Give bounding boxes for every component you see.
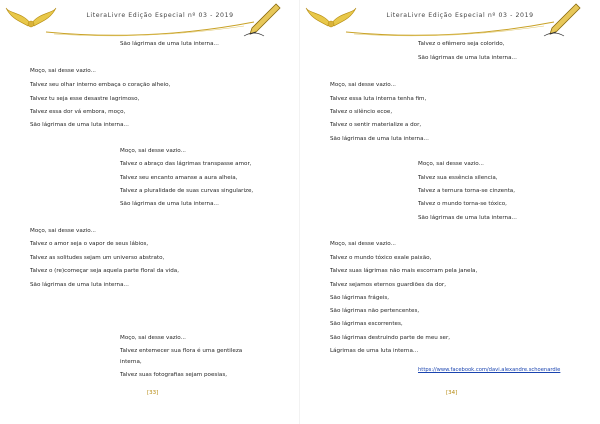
verse-line: São lágrimas escorrentes, bbox=[330, 321, 403, 327]
verse-line: interna, bbox=[120, 359, 142, 365]
verse-line: Moço, sai desse vazio... bbox=[330, 82, 396, 88]
page-header bbox=[0, 0, 300, 40]
verse-line: Talvez o mundo torna-se tóxico, bbox=[418, 201, 507, 207]
header-title: LiteraLivre Edição Especial nº 03 - 2019 bbox=[86, 12, 234, 19]
verse-line: São lágrimas não pertencentes, bbox=[330, 308, 420, 314]
verse-line: Moço, sai desse vazio... bbox=[120, 335, 186, 341]
verse-line: Talvez o amor seja o vapor de seus lábios, bbox=[30, 241, 149, 247]
verse-line: Talvez suas fotografias sejam poesias, bbox=[120, 372, 228, 378]
header-title: LiteraLivre Edição Especial nº 03 - 2019 bbox=[386, 12, 534, 19]
verse-line: Talvez entemecer sua flora é uma gentileza bbox=[120, 348, 243, 354]
verse-line: São lágrimas de uma luta interna... bbox=[30, 122, 129, 128]
verse-line: Lágrimas de uma luta interna... bbox=[330, 348, 419, 354]
verse-line: Talvez o silêncio ecoe, bbox=[330, 109, 393, 115]
verse-line: Moço, sai desse vazio... bbox=[30, 228, 96, 234]
verse-line: Moço, sai desse vazio... bbox=[120, 148, 186, 154]
verse-line: Talvez o mundo tóxico exale paixão, bbox=[330, 255, 432, 261]
verse-line: São lágrimas de uma luta interna... bbox=[418, 215, 517, 221]
verse-line: Talvez as solitudes sejam um universo abstrato, bbox=[30, 255, 165, 261]
verse-line: Talvez seu encanto amanse a aura alheia, bbox=[120, 175, 238, 181]
verse-line: Talvez seu olhar interno embaça o coração alheio, bbox=[30, 82, 171, 88]
verse-line: Moço, sai desse vazio... bbox=[330, 241, 396, 247]
verse-line: Talvez a pluralidade de suas curvas singularize, bbox=[120, 188, 254, 194]
verse-line: Talvez sejamos eternos guardiões da dor, bbox=[330, 282, 446, 288]
verse-line: Talvez o efêmero seja colorido, bbox=[418, 41, 505, 47]
verse-line: Talvez tu seja esse desastre lagrimoso, bbox=[30, 96, 140, 102]
verse-line: Moço, sai desse vazio... bbox=[30, 68, 96, 74]
quill-pen-icon bbox=[542, 2, 582, 38]
verse-line: São lágrimas de uma luta interna... bbox=[120, 201, 219, 207]
page-header bbox=[300, 0, 600, 40]
verse-line: São lágrimas de uma luta interna... bbox=[120, 41, 219, 47]
verse-line: Talvez essa dor vá embora, moço, bbox=[30, 109, 126, 115]
verse-line: Talvez o (re)começar seja aquela parte floral da vida, bbox=[30, 268, 180, 274]
page-number: [33] bbox=[147, 390, 159, 396]
page-number: [34] bbox=[446, 390, 458, 396]
verse-line: Talvez o abraço das lágrimas transpasse amor, bbox=[120, 161, 252, 167]
verse-line: Talvez essa luta interna tenha fim, bbox=[330, 96, 427, 102]
facebook-profile-link[interactable]: https://www.facebook.com/davi.alexandre.schoenardie bbox=[418, 367, 561, 373]
verse-line: Talvez suas lágrimas não mais escorram pela janela, bbox=[330, 268, 478, 274]
verse-line: Moço, sai desse vazio... bbox=[418, 161, 484, 167]
verse-line: São lágrimas de uma luta interna... bbox=[30, 282, 129, 288]
quill-pen-icon bbox=[242, 2, 282, 38]
verse-line: São lágrimas de uma luta interna... bbox=[330, 136, 429, 142]
verse-line: São lágrimas destruindo parte de meu ser, bbox=[330, 335, 451, 341]
verse-line: Talvez a ternura torna-se cinzenta, bbox=[418, 188, 516, 194]
verse-line: Talvez o sentir materialize a dor, bbox=[330, 122, 422, 128]
verse-line: Talvez sua essência silencia, bbox=[418, 175, 498, 181]
verse-line: São lágrimas frágeis, bbox=[330, 295, 390, 301]
right-page bbox=[300, 0, 600, 424]
verse-line: São lágrimas de uma luta interna... bbox=[418, 55, 517, 61]
